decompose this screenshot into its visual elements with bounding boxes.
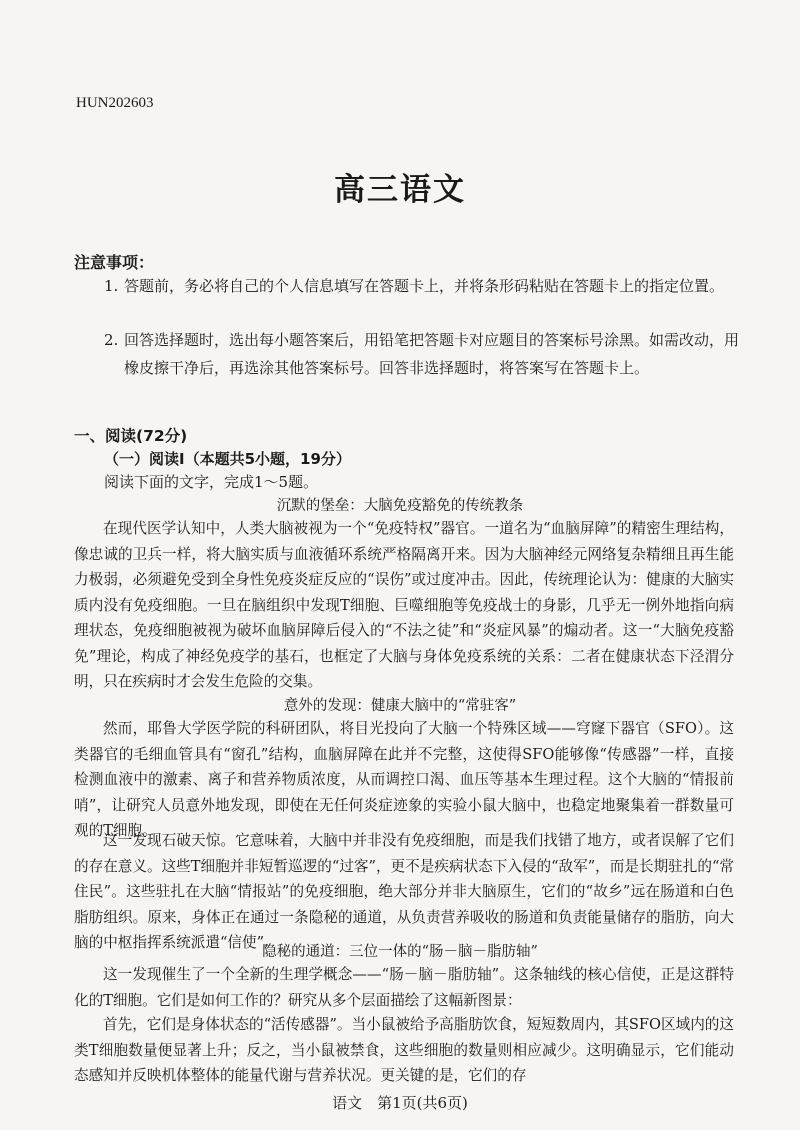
article-heading-1: 沉默的堡垒：大脑免疫豁免的传统教条 [276, 498, 524, 514]
note-text: 回答选择题时，选出每小题答案后，用铅笔把答题卡对应题目的答案标号涂黑。如需改动，用橡皮擦干净后，再选涂其他答案标号。回答非选择题时，将答案写在答题卡上。 [124, 331, 740, 377]
section-heading: 一、阅读(72分) [74, 427, 188, 445]
article-heading-3: 隐秘的通道：三位一体的“肠－脑－脂肪轴” [262, 944, 538, 960]
article-paragraph-5: 首先，它们是身体状态的“活传感器”。当小鼠被给予高脂肪饮食，短短数周内，其SFO区域内的这类T细胞数量便显著上升；反之，当小鼠被禁食，这些细胞的数量则相应减少。这明确显示，它们能动态感知并反映机体整体的能量代谢与营养状况。更关键的是，它们的存 [74, 1016, 734, 1084]
note-number: 2. [104, 331, 119, 349]
note-number: 1. [104, 277, 119, 295]
article-paragraph-2: 然而，耶鲁大学医学院的科研团队，将目光投向了大脑一个特殊区域——穹窿下器官（SFO）。这类器官的毛细血管具有“窗孔”结构，血脑屏障在此并不完整，这使得SFO能够像“传感器”一样，直接检测血液中的激素、离子和营养物质浓度，从而调控口渴、血压等基本生理过程。这个大脑的“情报前哨”，让研究人员意外地发现，即使在无任何炎症迹象的实验小鼠大脑中，也稳定地聚集着一群数量可观的T细胞。 [74, 720, 734, 839]
note-item-1 [104, 272, 744, 300]
article-paragraph-1: 在现代医学认知中，人类大脑被视为一个“免疫特权”器官。一道名为“血脑屏障”的精密生理结构，像忠诚的卫兵一样，将大脑实质与血液循环系统严格隔离开来。因为大脑神经元网络复杂精细且再生能力极弱，必须避免受到全身性免疫炎症反应的“误伤”或过度冲击。因此，传统理论认为：健康的大脑实质内没有免疫细胞。一旦在脑组织中发现T细胞、巨噬细胞等免疫战士的身影，几乎无一例外地指向病理状态，免疫细胞被视为破坏血脑屏障后侵入的“不法之徒”和“炎症风暴”的煽动者。这一“大脑免疫豁免”理论，构成了神经免疫学的基石，也框定了大脑与身体免疫系统的关系：二者在健康状态下泾渭分明，只在疾病时才会发生危险的交集。 [74, 520, 734, 690]
page-title: 高三语文 [334, 172, 466, 208]
note-text: 答题前，务必将自己的个人信息填写在答题卡上，并将条形码粘贴在答题卡上的指定位置。 [124, 277, 725, 295]
notes-heading: 注意事项： [74, 253, 155, 272]
document-code: HUN202603 [76, 95, 154, 111]
article-heading-2: 意外的发现：健康大脑中的“常驻客” [283, 698, 517, 714]
page-footer: 语文 第1页(共6页) [332, 1094, 468, 1112]
instruction-text: 阅读下面的文字，完成1～5题。 [104, 473, 319, 491]
article-paragraph-3: 这一发现石破天惊。它意味着，大脑中并非没有免疫细胞，而是我们找错了地方，或者误解了它们的存在意义。这些T细胞并非短暂巡逻的“过客”，更不是疾病状态下入侵的“敌军”，而是长期驻扎的“常住民”。这些驻扎在大脑“情报站”的免疫细胞，绝大部分并非大脑原生，它们的“故乡”远在肠道和白色脂肪组织。原来，身体正在通过一条隐秘的通道，从负责营养吸收的肠道和负责能量储存的脂肪，向大脑的中枢指挥系统派遣“信使”。 [74, 832, 734, 951]
subsection-heading: （一）阅读Ⅰ（本题共5小题，19分） [104, 450, 351, 468]
note-item-2 [104, 326, 744, 382]
article-paragraph-4: 这一发现催生了一个全新的生理学概念——“肠－脑－脂肪轴”。这条轴线的核心信使，正是这群特化的T细胞。它们是如何工作的？研究从多个层面描绘了这幅新图景： [74, 966, 734, 1009]
